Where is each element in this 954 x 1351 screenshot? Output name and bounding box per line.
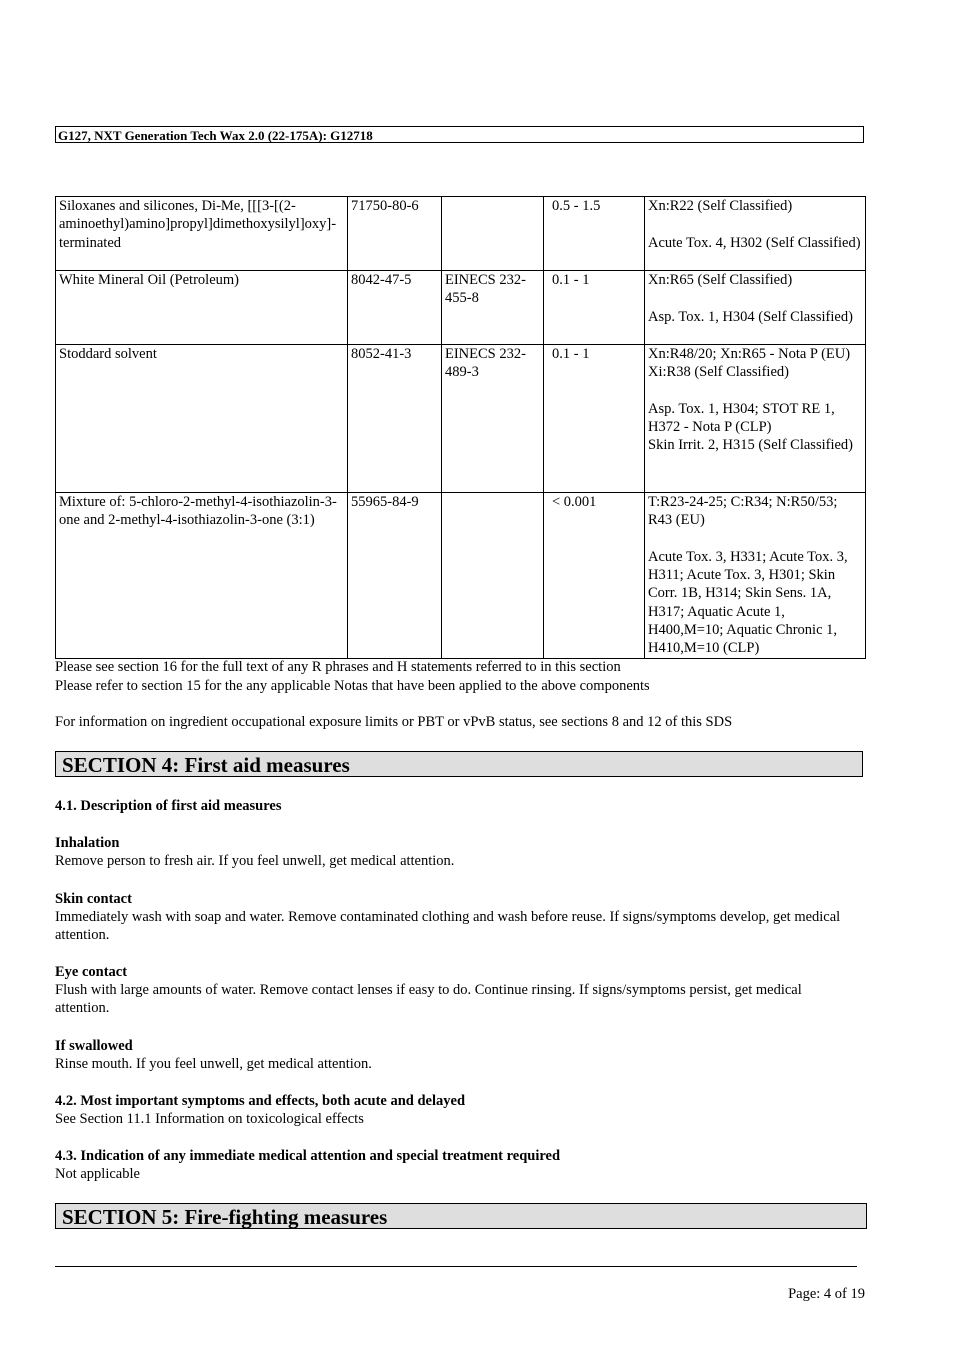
eye-contact-text: Flush with large amounts of water. Remove contact lenses if easy to do. Continue rinsing. If signs/symptoms persist, get medical attention. [55,982,802,1017]
cas-number: 8052-41-3 [348,345,442,493]
classification: Xn:R48/20; Xn:R65 - Nota P (EU) Xi:R38 (Self Classified) Asp. Tox. 1, H304; STOT RE 1, H372 - Nota P (CLP) Skin Irrit. 2, H315 (Self Classified) [645,345,866,493]
inhalation-text: Remove person to fresh air. If you feel unwell, get medical attention. [55,853,455,869]
table-row [56,493,866,659]
inhalation-heading: Inhalation [55,835,120,851]
classification: T:R23-24-25; C:R34; N:R50/53; R43 (EU) Acute Tox. 3, H331; Acute Tox. 3, H311; Acute Tox. 3, H301; Skin Corr. 1B, H314; Skin Sens. 1A, H317; Aquatic Acute 1, H400,M=10; Aquatic Chronic 1, H410,M=10 (CLP) [645,493,866,659]
section-4-heading: SECTION 4: First aid measures [55,751,863,777]
page-number: Page: 4 of 19 [788,1286,865,1302]
if-swallowed-text: Rinse mouth. If you feel unwell, get medical attention. [55,1056,372,1072]
classification: Xn:R65 (Self Classified) Asp. Tox. 1, H304 (Self Classified) [645,271,866,345]
component-name: Siloxanes and silicones, Di-Me, [[[3-[(2-aminoethyl)amino]propyl]dimethoxysilyl]oxy]-terminated [56,197,348,271]
note-r-phrases: Please see section 16 for the full text of any R phrases and H statements referred to in this section [55,659,621,675]
ec-number: EINECS 232-455-8 [442,271,544,345]
subsection-4-2-text: See Section 11.1 Information on toxicological effects [55,1111,364,1127]
percent-by-weight: 0.1 - 1 [544,345,645,493]
ec-number: EINECS 232-489-3 [442,345,544,493]
percent-by-weight: 0.1 - 1 [544,271,645,345]
cas-number: 55965-84-9 [348,493,442,659]
document-title: G127, NXT Generation Tech Wax 2.0 (22-175A): G12718 [58,128,373,143]
components-table [55,196,866,659]
table-row [56,345,866,493]
cas-number: 8042-47-5 [348,271,442,345]
document-header [55,126,864,143]
component-name: Mixture of: 5-chloro-2-methyl-4-isothiazolin-3-one and 2-methyl-4-isothiazolin-3-one (3:1) [56,493,348,659]
classification: Xn:R22 (Self Classified) Acute Tox. 4, H302 (Self Classified) [645,197,866,271]
note-notas: Please refer to section 15 for the any applicable Notas that have been applied to the above components [55,678,650,694]
component-name: White Mineral Oil (Petroleum) [56,271,348,345]
skin-contact-heading: Skin contact [55,891,132,907]
percent-by-weight: < 0.001 [544,493,645,659]
eye-contact-heading: Eye contact [55,964,128,980]
ec-number [442,493,544,659]
table-row [56,197,866,271]
subsection-4-3-text: Not applicable [55,1166,140,1182]
subsection-4-2-title: 4.2. Most important symptoms and effects, both acute and delayed [55,1093,466,1109]
section-5-heading: SECTION 5: Fire-fighting measures [55,1203,867,1229]
note-exposure: For information on ingredient occupational exposure limits or PBT or vPvB status, see sections 8 and 12 of this SDS [55,714,733,730]
table-row [56,271,866,345]
component-name: Stoddard solvent [56,345,348,493]
footer-divider [55,1266,857,1267]
ec-number [442,197,544,271]
subsection-4-1-title: 4.1. Description of first aid measures [55,798,282,814]
cas-number: 71750-80-6 [348,197,442,271]
percent-by-weight: 0.5 - 1.5 [544,197,645,271]
subsection-4-3-title: 4.3. Indication of any immediate medical attention and special treatment required [55,1148,561,1164]
if-swallowed-heading: If swallowed [55,1038,133,1054]
skin-contact-text: Immediately wash with soap and water. Remove contaminated clothing and wash before reuse. If signs/symptoms develop, get medical attention. [55,909,841,944]
